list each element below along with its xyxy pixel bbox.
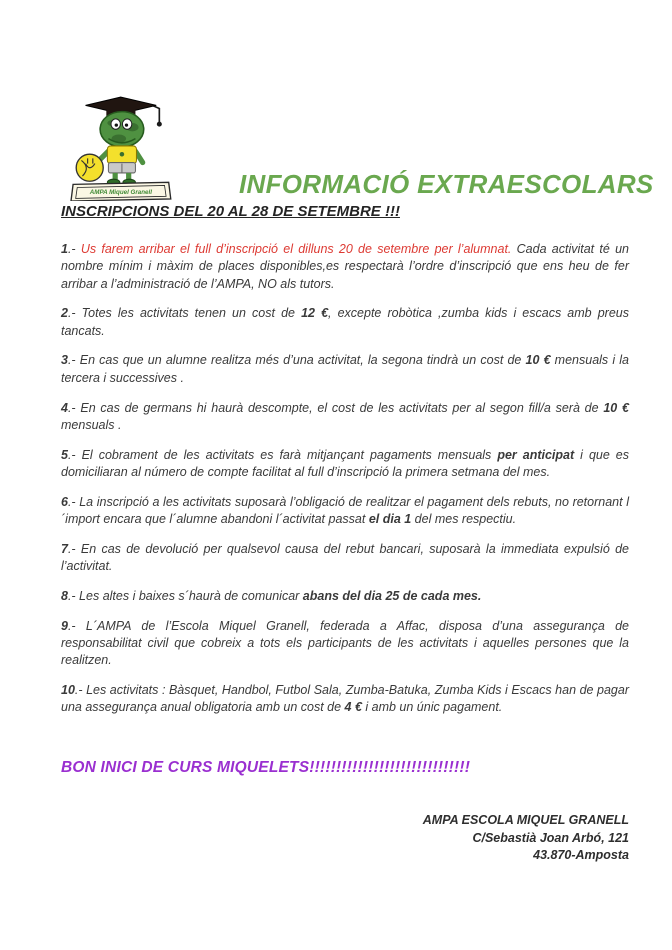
paragraph-segment-plain: i que es domiciliaran al número de compte facilitat al full d’inscripció la primera setmana del mes. <box>61 447 630 479</box>
paragraph-segment-plain: del mes respectiu. <box>411 512 517 527</box>
paragraph <box>61 494 629 529</box>
paragraph <box>61 447 629 482</box>
paragraph-segment-num: 1 <box>61 242 68 256</box>
paragraph-segment-plain: .- <box>67 242 81 256</box>
paragraph-segment-bold: 4 € <box>344 700 362 715</box>
paragraph-segment-bold: el dia 1 <box>368 512 412 527</box>
paragraph-segment-red: Us farem arribar el full d’inscripció el dilluns 20 de setembre per l’alumnat. <box>80 242 512 256</box>
logo-plaque-text: AMPA Miquel Granell <box>89 189 152 197</box>
paragraph-segment-plain: .- Totes les activitats tenen un cost de <box>67 306 302 321</box>
paragraph-segment-plain: .- En cas de devolució per qualsevol causa del rebut bancari, suposarà la immediata expulsió de l’activitat. <box>61 541 629 574</box>
paragraph <box>61 400 629 435</box>
paragraph-segment-plain: mensuals . <box>61 417 122 432</box>
paragraph-segment-bold: per anticipat <box>497 447 575 462</box>
paragraph-segment-num: 4 <box>61 400 68 415</box>
paragraph-segment-plain: i amb un únic pagament. <box>361 700 503 715</box>
paragraph <box>61 618 629 670</box>
ampa-mascot-logo <box>66 95 182 201</box>
paragraph-segment-num: 9 <box>61 618 68 633</box>
ampa-mascot-turtle-graduate-icon <box>66 95 182 201</box>
signature-street: C/Sebastià Joan Arbó, 121 <box>472 830 629 845</box>
inscriptions-heading: INSCRIPCIONS DEL 20 AL 28 DE SETEMBRE !!! <box>61 203 400 220</box>
paragraph-segment-num: 10 <box>61 683 75 698</box>
paragraph-segment-bold: 10 € <box>525 353 551 368</box>
paragraph <box>61 588 629 605</box>
paragraph <box>61 241 629 293</box>
signature-city: 43.870-Amposta <box>533 848 629 862</box>
signature-block <box>423 812 629 865</box>
paragraph-segment-num: 2 <box>61 306 68 321</box>
paragraph-segment-plain: mensuals i la tercera i successives . <box>61 353 629 385</box>
paragraph <box>61 682 629 717</box>
paragraph-segment-bold: 10 € <box>603 400 629 415</box>
paragraph-segment-plain: .- En cas que un alumne realitza més d’una activitat, la segona tindrà un cost de <box>67 353 526 368</box>
paragraph-segment-plain: .- El cobrament de les activitats es farà mitjançant pagaments mensuals <box>67 447 498 462</box>
paragraph-segment-plain: Cada activitat té un nombre mínim i màxim de places disponibles,es respectarà l’ordre d’inscripció que ens heu de fer arribar a l’administració de l’AMPA, NO als tutors. <box>61 242 629 291</box>
paragraph-segment-num: 5 <box>61 447 68 462</box>
closing-line: BON INICI DE CURS MIQUELETS!!!!!!!!!!!!!!!!!!!!!!!!!!!!!! <box>61 759 471 776</box>
paragraph-segment-num: 8 <box>61 588 68 603</box>
paragraph-segment-plain: , excepte robòtica ,zumba kids i escacs amb preus tancats. <box>61 306 629 338</box>
paragraph-list <box>61 241 629 729</box>
paragraph-segment-plain: .- Les activitats : Bàsquet, Handbol, Futbol Sala, Zumba-Batuka, Zumba Kids i Escacs han de pagar una assegurança anual obligatoria amb un cost de <box>61 683 629 715</box>
paragraph-segment-plain: .- La inscripció a les activitats suposarà l’obligació de realitzar el pagament dels rebuts, no retornant l´import encara que l´alumne abandoni l´activitat passat <box>61 494 629 527</box>
paragraph-segment-plain: .- En cas de germans hi haurà descompte, el cost de les activitats per al segon fill/a serà de <box>67 400 604 415</box>
paragraph-segment-bold: 12 € <box>301 306 329 321</box>
paragraph <box>61 305 629 340</box>
paragraph <box>61 541 629 576</box>
paragraph-segment-num: 7 <box>61 541 68 556</box>
paragraph-segment-num: 6 <box>61 494 68 509</box>
paragraph <box>61 352 629 387</box>
page-title: INFORMACIÓ EXTRAESCOLARS <box>239 169 654 199</box>
paragraph-segment-plain: .- L´AMPA de l’Escola Miquel Granell, federada a Affac, disposa d’una assegurança de responsabilitat civil que cobreix a tots els participants de les activitats i aquelles persones que la realitzen. <box>61 618 629 668</box>
signature-org: AMPA ESCOLA MIQUEL GRANELL <box>422 813 629 827</box>
paragraph-segment-num: 3 <box>61 353 68 368</box>
paragraph-segment-bold: abans del dia 25 de cada mes. <box>302 588 482 603</box>
paragraph-segment-plain: .- Les altes i baixes s´haurà de comunicar <box>67 588 303 603</box>
